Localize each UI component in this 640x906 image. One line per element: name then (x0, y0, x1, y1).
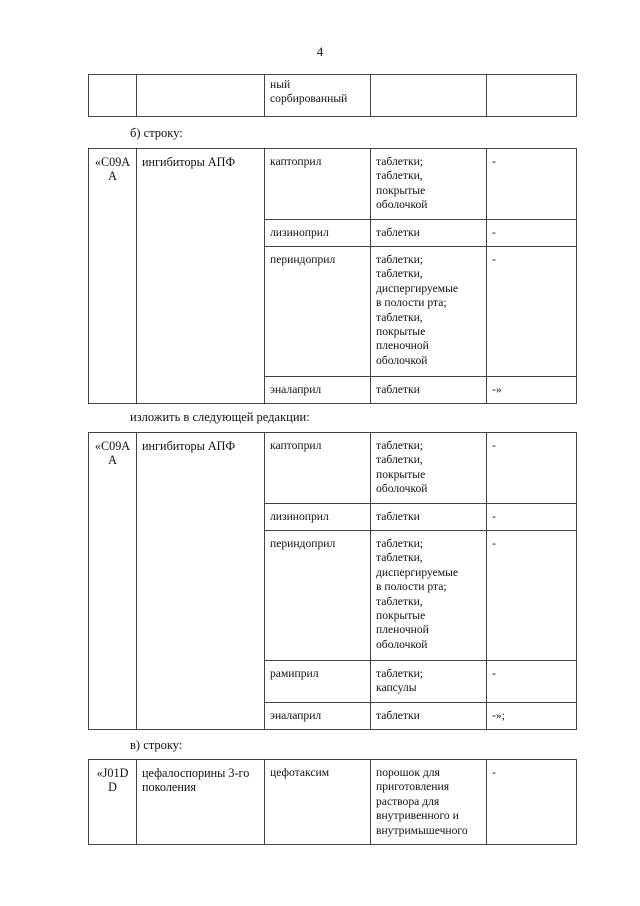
drug-cell: эналаприл (265, 377, 371, 404)
drug-cell: каптоприл (265, 149, 371, 220)
note-cell: - (487, 760, 577, 845)
group-cell: ингибиторы АПФ (137, 433, 265, 730)
paragraph-b: б) строку: (130, 126, 183, 140)
note-cell: - (487, 531, 577, 661)
group-cell: ингибиторы АПФ (137, 149, 265, 404)
note-cell: -» (487, 377, 577, 404)
table-row (89, 433, 577, 504)
drug-cell: каптоприл (265, 433, 371, 504)
table-cell (487, 75, 577, 117)
drug-cell: периндоприл (265, 247, 371, 377)
paragraph-new-edition: изложить в следующей редакции: (130, 410, 310, 424)
table-row (89, 149, 577, 220)
form-cell: таблетки (371, 219, 487, 246)
atc-code-cell: «J01D D (89, 760, 137, 845)
note-cell: - (487, 433, 577, 504)
note-cell: - (487, 503, 577, 530)
form-cell: таблетки; таблетки, покрытые оболочкой (371, 433, 487, 504)
form-cell: таблетки; таблетки, диспергируемые в полости рта; таблетки, покрытые пленочной оболочкой (371, 247, 487, 377)
note-cell: - (487, 247, 577, 377)
note-cell: - (487, 149, 577, 220)
table-cell (137, 75, 265, 117)
table-cell: ный сорбированный (265, 75, 371, 117)
form-cell: таблетки; таблетки, покрытые оболочкой (371, 149, 487, 220)
drug-cell: цефотаксим (265, 760, 371, 845)
drug-cell: эналаприл (265, 703, 371, 730)
note-cell: -»; (487, 703, 577, 730)
table-new-edition (88, 432, 577, 730)
table-continuation (88, 74, 577, 117)
page-number: 4 (316, 44, 324, 59)
note-cell: - (487, 219, 577, 246)
group-cell: цефалоспорины 3-го поколения (137, 760, 265, 845)
atc-code-cell: «C09A A (89, 433, 137, 730)
form-cell: таблетки (371, 377, 487, 404)
table-b (88, 148, 577, 404)
form-cell: таблетки (371, 503, 487, 530)
paragraph-v: в) строку: (130, 738, 183, 752)
form-cell: таблетки; капсулы (371, 661, 487, 703)
drug-cell: рамиприл (265, 661, 371, 703)
table-cell (89, 75, 137, 117)
note-cell: - (487, 661, 577, 703)
drug-cell: лизиноприл (265, 503, 371, 530)
table-cell (371, 75, 487, 117)
atc-code-cell: «C09A A (89, 149, 137, 404)
table-row (89, 760, 577, 845)
form-cell: таблетки; таблетки, диспергируемые в полости рта; таблетки, покрытые пленочной оболочкой (371, 531, 487, 661)
table-v (88, 759, 577, 845)
form-cell: порошок для приготовления раствора для внутривенного и внутримышечного (371, 760, 487, 845)
drug-cell: периндоприл (265, 531, 371, 661)
table-row (89, 75, 577, 117)
drug-cell: лизиноприл (265, 219, 371, 246)
form-cell: таблетки (371, 703, 487, 730)
